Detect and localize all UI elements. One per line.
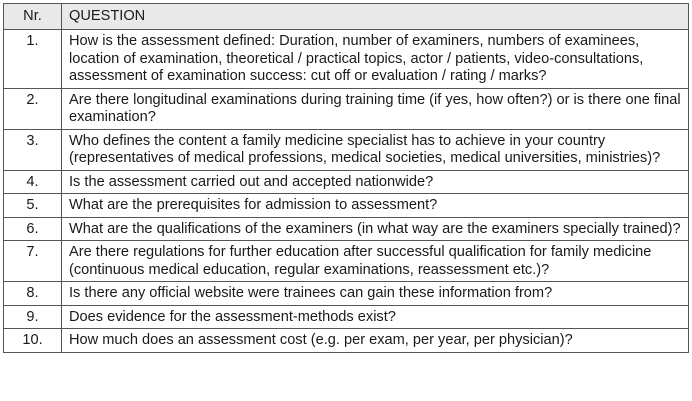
row-number: 6.: [4, 217, 62, 241]
row-number: 1.: [4, 30, 62, 89]
table-row: [4, 305, 689, 329]
row-number: 5.: [4, 194, 62, 218]
table-row: [4, 88, 689, 129]
table-row: [4, 194, 689, 218]
row-question: Does evidence for the assessment-methods exist?: [62, 305, 689, 329]
row-number: 10.: [4, 329, 62, 353]
row-question: Are there regulations for further education after successful qualification for family medicine (continuous medical education, regular examinations, reassessment etc.)?: [62, 241, 689, 282]
row-question: Is the assessment carried out and accepted nationwide?: [62, 170, 689, 194]
table-body: [4, 30, 689, 353]
row-question: What are the prerequisites for admission to assessment?: [62, 194, 689, 218]
row-number: 2.: [4, 88, 62, 129]
row-number: 4.: [4, 170, 62, 194]
row-number: 7.: [4, 241, 62, 282]
row-question: What are the qualifications of the examiners (in what way are the examiners specially trained)?: [62, 217, 689, 241]
header-nr: Nr.: [4, 4, 62, 30]
header-row: [4, 4, 689, 30]
row-question: How much does an assessment cost (e.g. per exam, per year, per physician)?: [62, 329, 689, 353]
row-question: How is the assessment defined: Duration, number of examiners, numbers of examinees, location of examination, theoretical / practical topics, actor / patients, video-consultations, assessment of examination success: cut off or evaluation / rating / marks?: [62, 30, 689, 89]
row-question: Is there any official website were trainees can gain these information from?: [62, 282, 689, 306]
row-number: 8.: [4, 282, 62, 306]
table-row: [4, 129, 689, 170]
row-question: Are there longitudinal examinations during training time (if yes, how often?) or is there one final examination?: [62, 88, 689, 129]
table-row: [4, 241, 689, 282]
table-header: [4, 4, 689, 30]
table-row: [4, 329, 689, 353]
questions-table: [3, 3, 689, 353]
table-row: [4, 217, 689, 241]
header-question: QUESTION: [62, 4, 689, 30]
row-question: Who defines the content a family medicine specialist has to achieve in your country (representatives of medical professions, medical societies, medical universities, ministries)?: [62, 129, 689, 170]
table-row: [4, 170, 689, 194]
table-row: [4, 282, 689, 306]
table-row: [4, 30, 689, 89]
row-number: 9.: [4, 305, 62, 329]
row-number: 3.: [4, 129, 62, 170]
